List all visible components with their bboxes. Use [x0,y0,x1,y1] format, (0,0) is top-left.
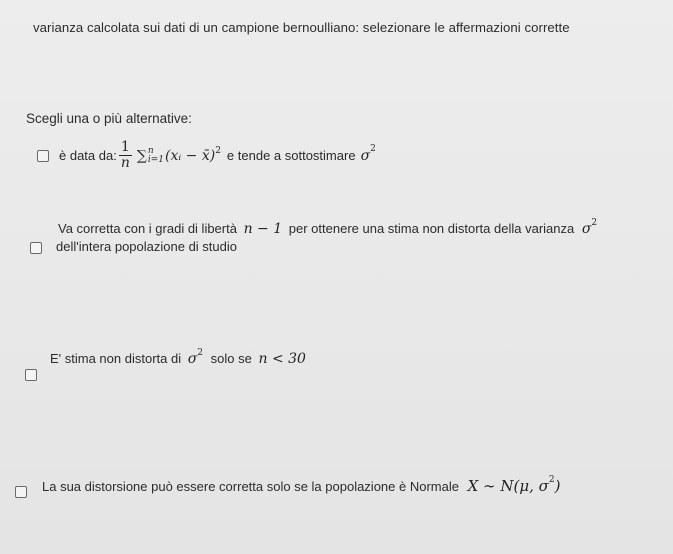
sum-upper-limit: n [147,145,154,156]
fraction-numerator: 1 [120,139,130,155]
option-4-text-before: La sua distorsione può essere corretta solo se la popolazione è Normale [42,479,459,494]
option-4-checkbox[interactable] [15,486,27,498]
sigma-symbol: σ [581,221,592,237]
question-text: varianza calcolata sui dati di un campione bernoulliano: selezionare le affermazioni corrette [33,20,570,35]
option-4-text[interactable] [42,474,561,495]
option-3-text[interactable] [50,347,306,367]
sum-symbol: ∑ [136,147,147,164]
option-4-math: X ∼ N(μ, σ [467,477,549,495]
option-3-math: n < 30 [258,351,306,367]
option-2-line2[interactable]: dell'intera popolazione di studio [56,239,237,254]
sum-lower-limit: i=1 [147,154,165,165]
fraction-denominator: n [120,155,130,171]
option-1-suffix: e tende a sottostimare [226,148,356,163]
sigma-exponent: 2 [197,347,204,358]
option-2-text-after: per ottenere una stima non distorta della varianza [288,221,575,236]
sigma-symbol: σ [360,147,371,164]
option-1-fraction [119,140,132,171]
option-1-prefix: è data da: [59,148,117,163]
option-2-math: n − 1 [243,221,283,237]
sum-limits [148,147,164,165]
sigma-exponent: 2 [591,217,598,228]
prompt-label: Scegli una o più alternative: [26,111,192,126]
option-4-math-exponent: 2 [548,474,555,485]
option-1-text[interactable]: è data da: $\frac{1}{n}$ ∑ n i=1 (xᵢ − x̄) 2 e tende a sottostimare σ $^2$ [59,139,376,171]
option-2-checkbox[interactable] [30,242,42,254]
sum-expression: (xᵢ − x̄) [165,147,216,164]
option-3-checkbox[interactable] [25,369,37,381]
option-3-text-before: E' stima non distorta di [50,351,182,366]
option-2-text[interactable] [58,217,598,237]
sigma-symbol: σ [187,351,198,367]
option-4-math-close: ) [554,477,561,495]
option-3-text-mid: solo se [210,351,252,366]
option-1-checkbox[interactable] [37,150,49,162]
option-2-text-before: Va corretta con i gradi di libertà [58,221,237,236]
